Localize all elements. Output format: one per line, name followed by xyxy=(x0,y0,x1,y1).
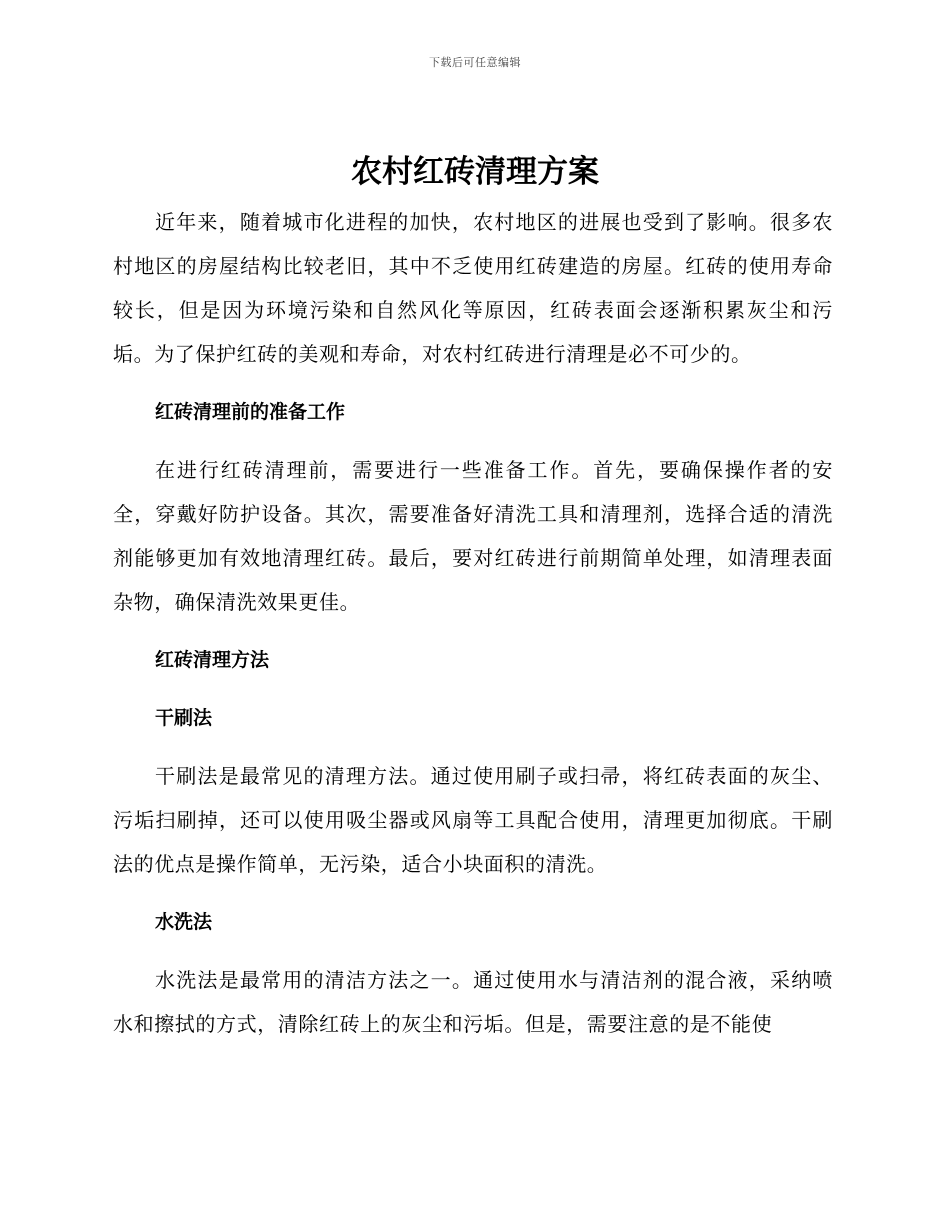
subheading-dry-brush: 干刷法 xyxy=(155,707,213,729)
water-wash-paragraph: 水洗法是最常用的清洁方法之一。通过使用水与清洁剂的混合液，采纳喷水和擦拭的方式，清除红砖上的灰尘和污垢。但是，需要注意的是不能使 xyxy=(113,968,833,1036)
spacer xyxy=(113,886,833,900)
section-heading-preparation: 红砖清理前的准备工作 xyxy=(155,401,346,423)
spacer xyxy=(113,944,833,958)
intro-paragraph: 近年来，随着城市化进程的加快，农村地区的进展也受到了影响。很多农村地区的房屋结构比较老旧，其中不乏使用红砖建造的房屋。红砖的使用寿命较长，但是因为环境污染和自然风化等原因，红砖表面会逐渐积累灰尘和污垢。为了保护红砖的美观和寿命，对农村红砖进行清理是必不可少的。 xyxy=(113,210,833,366)
subheading-water-wash: 水洗法 xyxy=(155,911,213,933)
header-note: 下载后可任意编辑 xyxy=(429,56,521,69)
spacer xyxy=(113,682,833,696)
spacer xyxy=(113,624,833,638)
document-title: 农村红砖清理方案 xyxy=(351,154,599,190)
spacer xyxy=(113,434,833,448)
dry-brush-paragraph: 干刷法是最常见的清理方法。通过使用刷子或扫帚，将红砖表面的灰尘、污垢扫刷掉，还可以使用吸尘器或风扇等工具配合使用，清理更加彻底。干刷法的优点是操作简单，无污染，适合小块面积的清洗。 xyxy=(113,764,833,876)
document-body xyxy=(113,200,833,1046)
spacer xyxy=(113,376,833,390)
spacer xyxy=(113,740,833,754)
preparation-paragraph: 在进行红砖清理前，需要进行一些准备工作。首先，要确保操作者的安全，穿戴好防护设备。其次，需要准备好清洗工具和清理剂，选择合适的清洗剂能够更加有效地清理红砖。最后，要对红砖进行前期简单处理，如清理表面杂物，确保清洗效果更佳。 xyxy=(113,458,833,614)
section-heading-methods: 红砖清理方法 xyxy=(155,649,270,671)
